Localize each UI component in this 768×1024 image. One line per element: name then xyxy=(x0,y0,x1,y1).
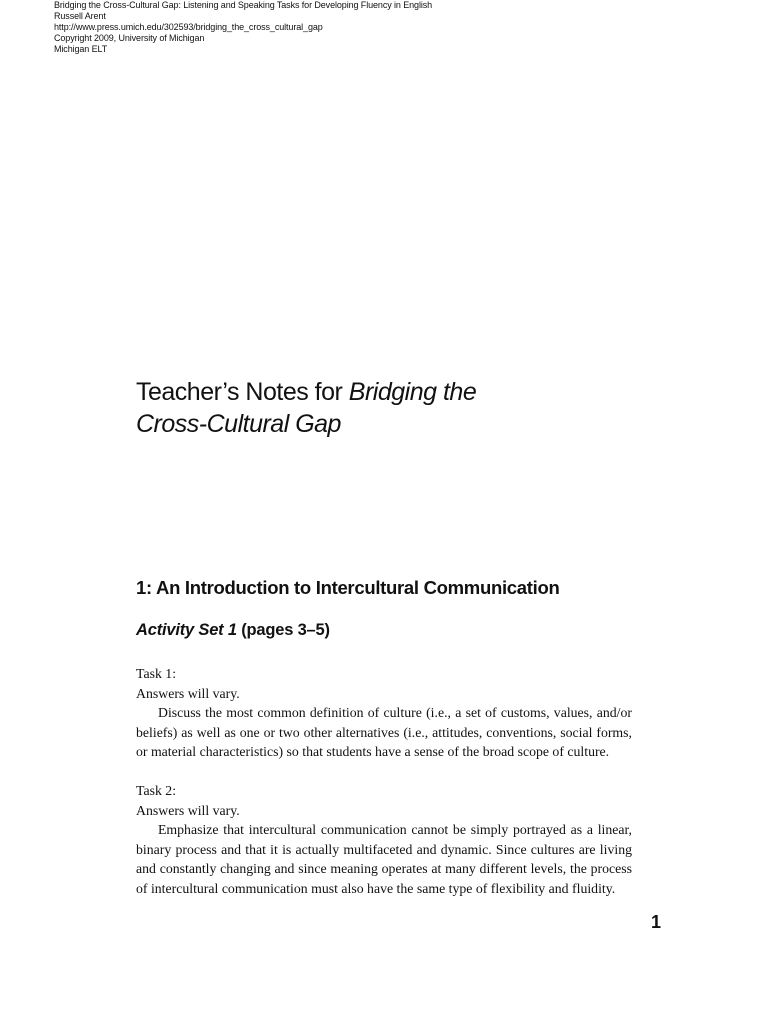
meta-book-title: Bridging the Cross-Cultural Gap: Listening and Speaking Tasks for Developing Fluency in English xyxy=(54,0,433,10)
title-italic-line1: Bridging the xyxy=(348,378,477,406)
task-2-section xyxy=(136,781,632,898)
task-note: Discuss the most common definition of culture (i.e., a set of customs, values, and/or beliefs) as well as one or two other alternatives (i.e., attitudes, conventions, social forms, or material characteristics) so that students have a sense of the broad scope of culture. xyxy=(136,705,632,759)
task-label: Task 2: xyxy=(136,783,177,798)
title-italic-line2: Cross-Cultural Gap xyxy=(136,410,341,438)
activity-name: Activity Set 1 xyxy=(136,621,237,639)
activity-pages: (pages 3–5) xyxy=(236,621,330,639)
task-note: Emphasize that intercultural communication cannot be simply portrayed as a linear, binary process and that it is actually multifaceted and dynamic. Since cultures are living and constantly changing and since meaning operates at many different levels, the process of intercultural communication must also have the same type of flexibility and fluidity. xyxy=(136,822,632,896)
task-answer: Answers will vary. xyxy=(136,685,240,701)
activity-heading xyxy=(136,621,330,640)
task-label: Task 1: xyxy=(136,666,177,681)
title-prefix: Teacher’s Notes for xyxy=(136,378,349,406)
meta-copyright: Copyright 2009, University of Michigan xyxy=(54,33,205,43)
chapter-heading: 1: An Introduction to Intercultural Communication xyxy=(136,577,560,598)
page-title xyxy=(136,376,656,440)
task-answer: Answers will vary. xyxy=(136,802,240,818)
document-header-meta xyxy=(54,0,432,55)
task-1-section xyxy=(136,664,632,762)
meta-author: Russell Arent xyxy=(54,11,106,21)
page-number: 1 xyxy=(651,912,662,932)
meta-imprint: Michigan ELT xyxy=(54,44,108,54)
meta-url: http://www.press.umich.edu/302593/bridging_the_cross_cultural_gap xyxy=(54,22,323,32)
